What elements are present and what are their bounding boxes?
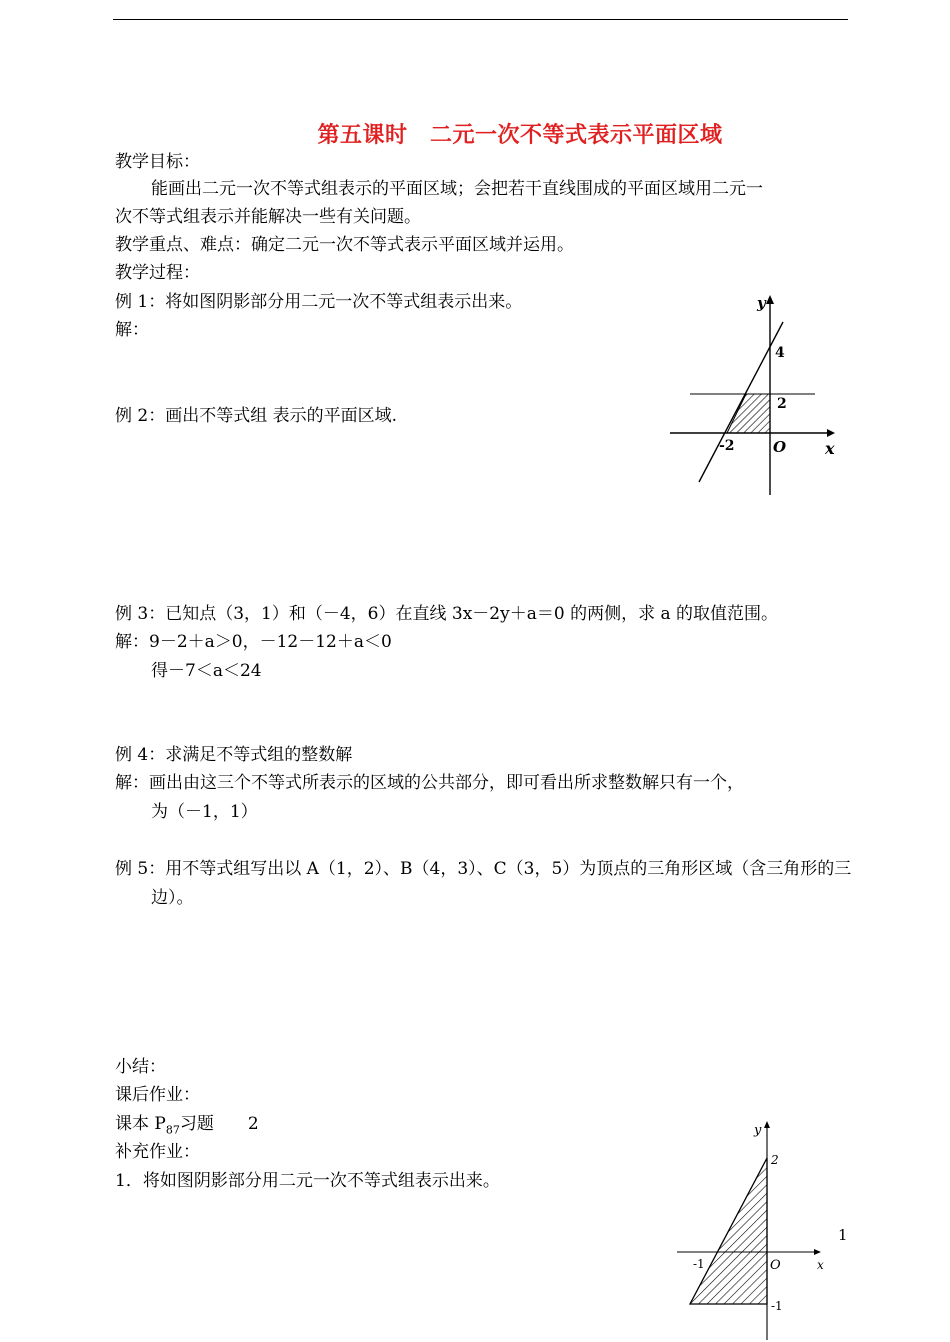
goal-text-1: 能画出二元一次不等式组表示的平面区域；会把若干直线围成的平面区域用二元一 [151,179,763,199]
goal-heading: 教学目标： [115,152,200,172]
example3-question: 例 3：已知点（3，1）和（－4，6）在直线 3x－2y＋a＝0 的两侧，求 a 的取值范围。 [115,604,779,624]
supplement-item-1: 1．将如图阴影部分用二元一次不等式组表示出来。 [115,1171,500,1191]
summary-heading: 小结： [115,1057,166,1077]
textbook-prefix: 课本 P [115,1114,166,1134]
example4-question: 例 4：求满足不等式组的整数解 [115,745,353,765]
figure1-x-arrow [827,429,835,437]
figure1-tick-xm2: -2 [719,438,735,454]
textbook-assignment [115,1112,259,1142]
example2-question: 例 2：画出不等式组 表示的平面区域. [115,406,398,426]
figure2-y-arrow [764,1121,770,1128]
example1-solution: 解： [115,320,149,340]
figure2-tick-xm1: -1 [693,1257,705,1271]
process-heading: 教学过程： [115,263,200,283]
key-points: 教学重点、难点：确定二元一次不等式表示平面区域并运用。 [115,235,574,255]
example3-solution-2: 得－7＜a＜24 [151,661,262,681]
example3-solution-1: 解：9－2＋a＞0，－12－12＋a＜0 [115,632,392,652]
figure2-x-label: x [817,1258,824,1272]
goal-text-2: 次不等式组表示并能解决一些有关问题。 [115,207,421,227]
page-title: 第五课时 二元一次不等式表示平面区域 [317,122,723,148]
example1-question: 例 1：将如图阴影部分用二元一次不等式组表示出来。 [115,292,523,312]
example4-solution-2: 为（－1，1） [151,802,258,822]
example5-question-2: 边）。 [151,888,194,908]
textbook-exercise: 习题 2 [179,1114,259,1134]
figure1-graph [665,292,845,497]
figure2-origin-label: O [770,1258,781,1273]
page-number: 1 [838,1226,848,1244]
figure1-origin-label: O [773,438,787,456]
example5-question-1: 例 5：用不等式组写出以 A（1，2）、B（4，3）、C（3，5）为顶点的三角形区域（含三角形的三 [115,859,852,879]
figure2-tick-y2: 2 [771,1153,779,1167]
supplement-heading: 补充作业： [115,1142,200,1162]
figure1-y-label: y [757,294,766,312]
figure2-graph [672,1118,832,1342]
header-rule [113,19,848,20]
figure1-tick-y2: 2 [777,396,787,412]
textbook-page: 87 [165,1123,180,1137]
figure1-shaded-region [727,394,770,433]
figure2-x-arrow [814,1249,821,1255]
figure1-x-label: x [825,439,835,458]
example4-solution-1: 解：画出由这三个不等式所表示的区域的公共部分，即可看出所求整数解只有一个， [115,773,744,793]
figure1-y-arrow [766,295,774,304]
homework-heading: 课后作业： [115,1085,200,1105]
figure2-tick-ym1: -1 [771,1299,783,1313]
figure2-y-label: y [754,1123,762,1138]
figure2-shaded-triangle [690,1158,767,1304]
figure1-tick-y4: 4 [775,345,785,361]
